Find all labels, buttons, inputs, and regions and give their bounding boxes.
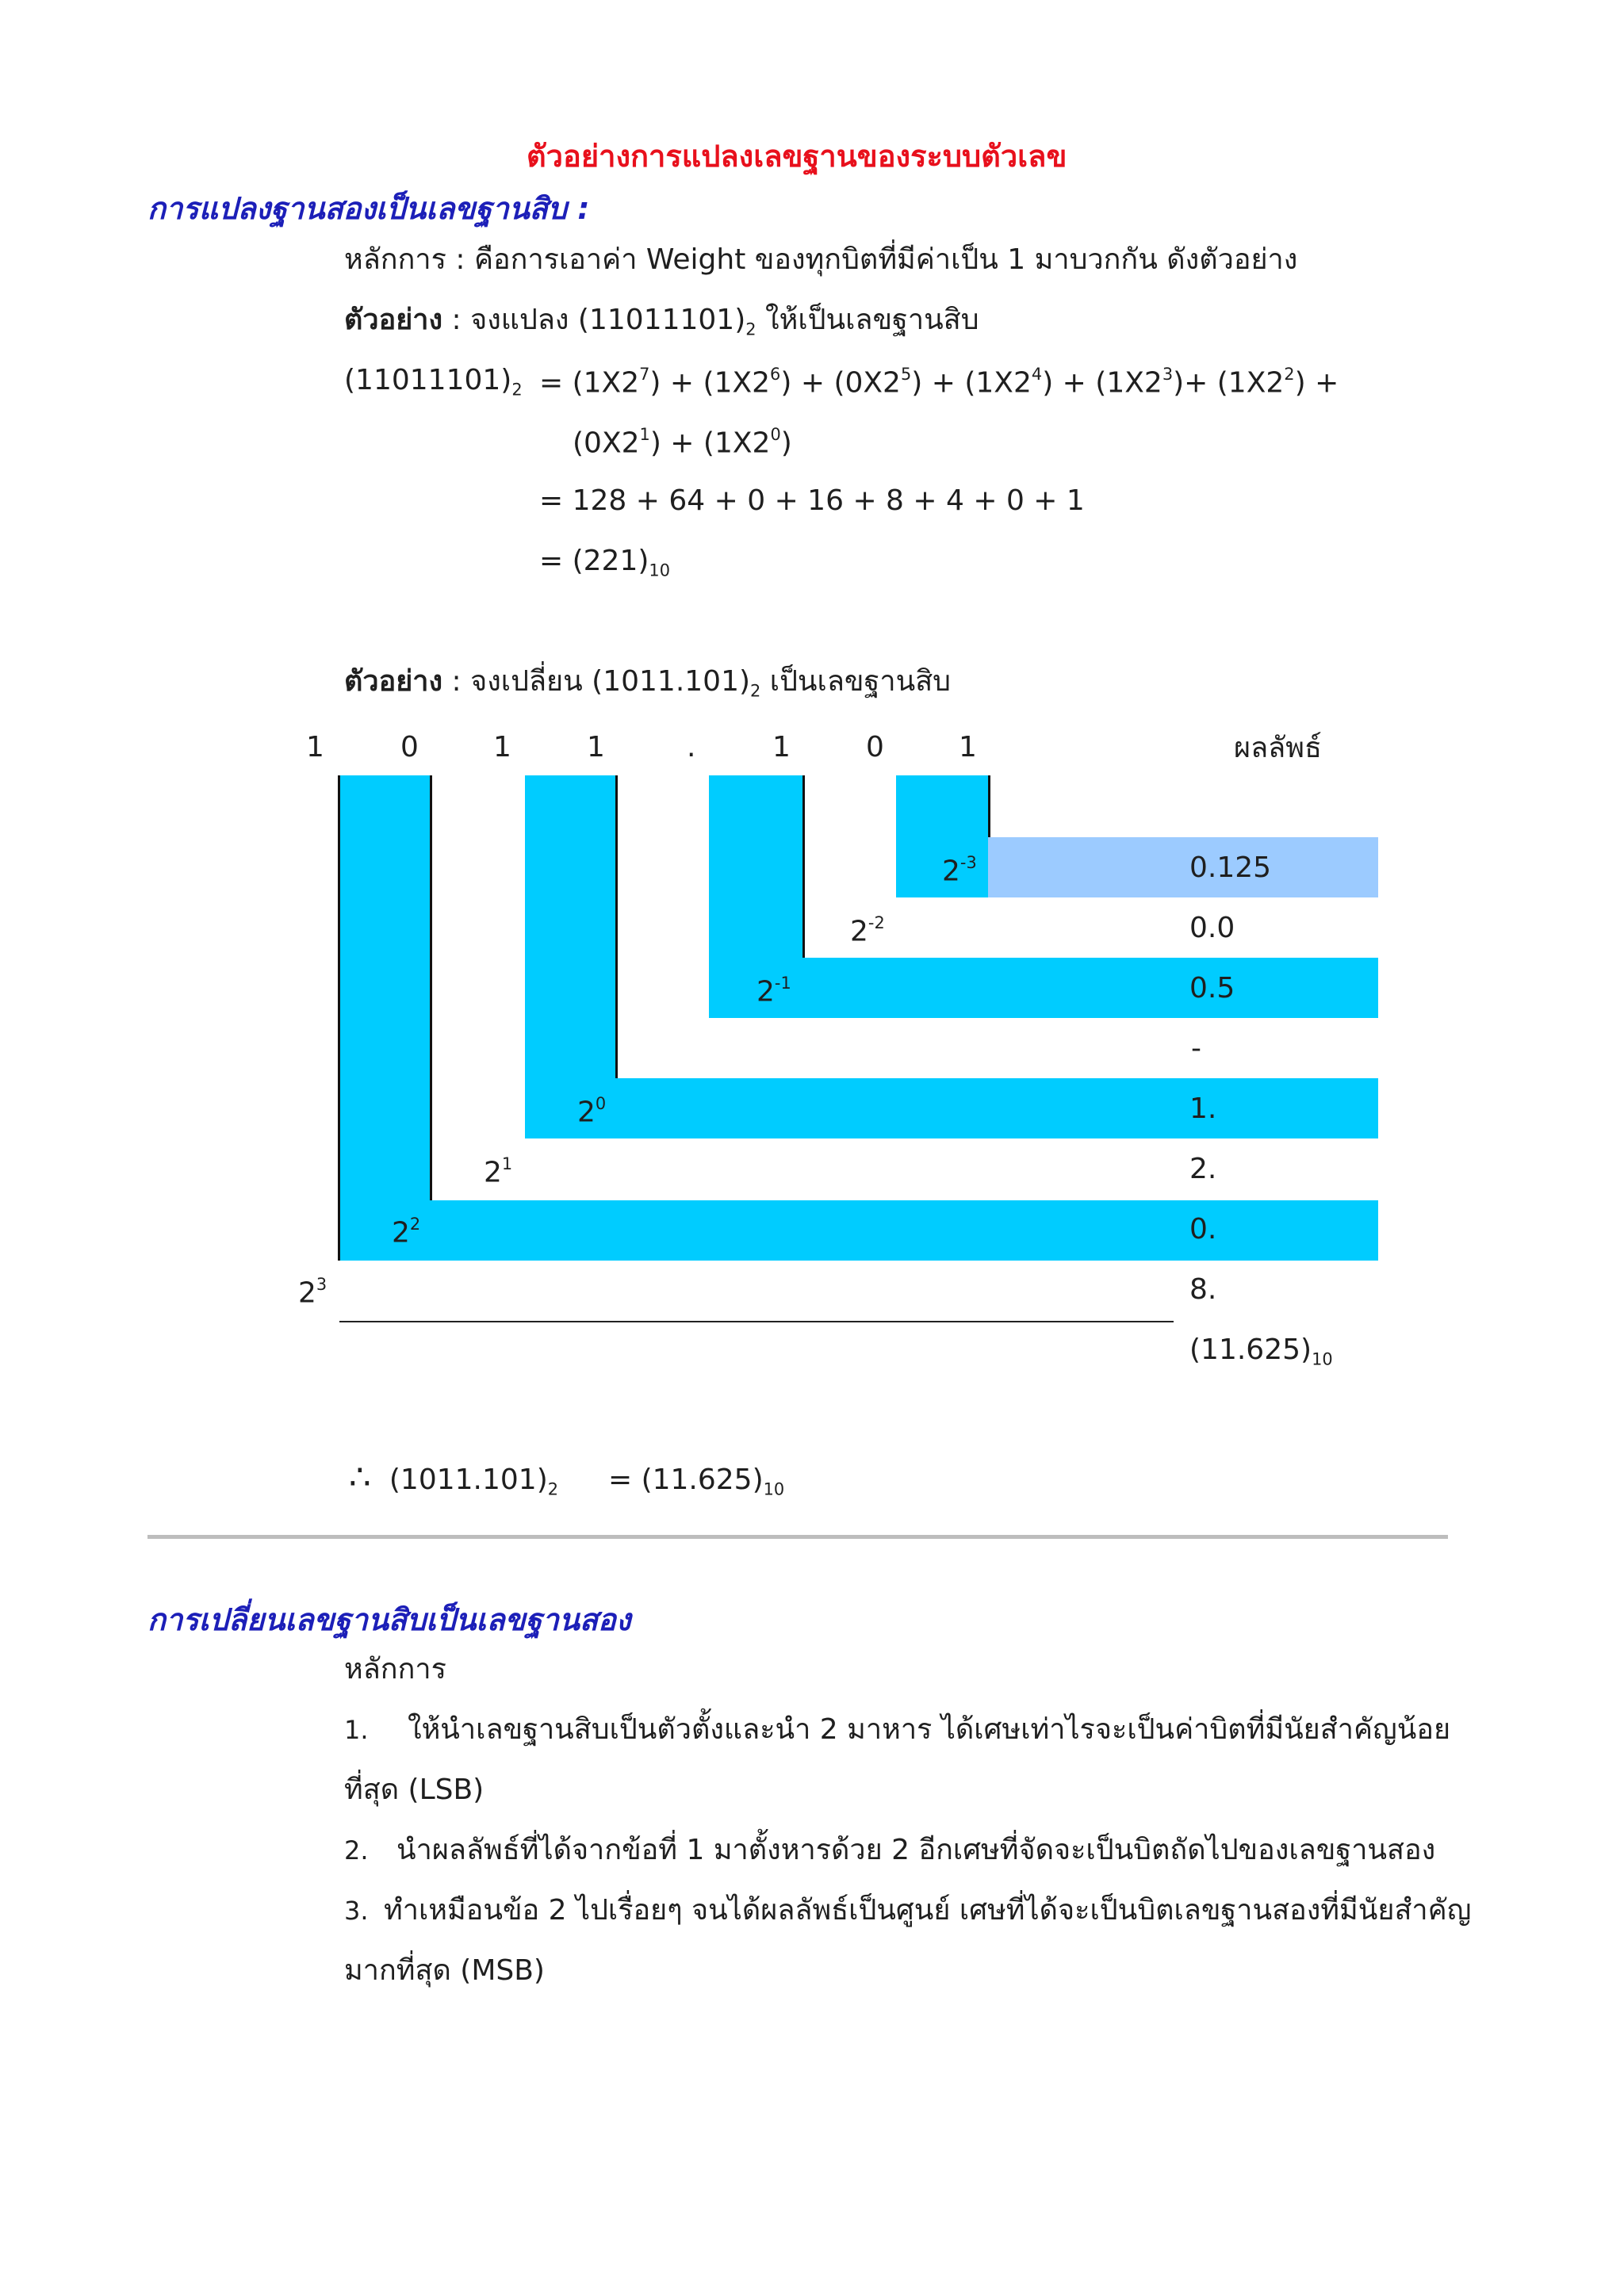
step-number: 2. [344, 1835, 369, 1866]
power-label-2-pow-minus-3: $2^{-3}$ [942, 853, 977, 888]
power-label-2-pow-2: $2^2$ [392, 1215, 421, 1249]
step-number: 1. [344, 1715, 369, 1745]
step-text: ทำเหมือนข้อ 2 ไปเรื่อยๆ จนได้ผลลัพธ์เป็นศูนย์ เศษที่ได้จะเป็นบิตเลขฐานสองที่มีนัยสำคัญ [384, 1894, 1472, 1927]
result-value: 2. [1189, 1153, 1217, 1185]
power-label-2-pow-minus-1: $2^{-1}$ [756, 974, 791, 1008]
bit-digit: 1 [493, 731, 511, 763]
therefore-symbol: ∴ [349, 1457, 371, 1498]
expansion-line-1: = $(1X2^7) + (1X2^6) + (0X2^5) + (1X2^4) + (1X2^3)+ (1X2^2)$ + [539, 365, 1339, 400]
total-base: 10 [1312, 1349, 1333, 1369]
result-value: = (221) [539, 545, 649, 577]
result-value: - [1191, 1032, 1201, 1065]
result-value: 1. [1189, 1093, 1217, 1125]
example-label: ตัวอย่าง [344, 304, 443, 336]
example-2-statement [344, 665, 952, 701]
result-base: 10 [649, 561, 670, 580]
binary-point: . [687, 731, 696, 763]
conclusion [349, 1457, 785, 1499]
conclusion-rhs-base: 10 [763, 1479, 785, 1499]
total-value: (11.625) [1189, 1334, 1312, 1366]
example-1-statement [344, 306, 979, 338]
conclusion-lhs-base: 2 [547, 1479, 559, 1499]
section-heading-binary-to-decimal: การแปลงฐานสองเป็นเลขฐานสิบ : [147, 191, 590, 226]
result-value: 0.5 [1189, 972, 1235, 1004]
conclusion-rhs: = (11.625) [607, 1464, 764, 1496]
power-label-2-pow-0: $2^0$ [577, 1094, 607, 1129]
step-number: 3. [344, 1896, 369, 1926]
power-label-2-pow-1: $2^1$ [484, 1154, 513, 1189]
bit-digit: 1 [772, 731, 791, 763]
result-column-header: ผลลัพธ์ [1234, 732, 1322, 764]
band-2-pow-minus-1 [709, 958, 1378, 1018]
result-value: 0. [1189, 1213, 1217, 1246]
divider-line [338, 775, 340, 1261]
total-result [1189, 1334, 1333, 1368]
result-value: 8. [1189, 1273, 1217, 1306]
bit-digit: 0 [400, 731, 419, 763]
example-label: ตัวอย่าง [344, 665, 443, 698]
divider-line [988, 775, 990, 837]
expansion-result [539, 547, 670, 579]
bit-digit: 0 [866, 731, 884, 763]
power-label-2-pow-3: $2^3$ [298, 1275, 327, 1310]
step-text: นำผลลัพธ์ที่ได้จากข้อที่ 1 มาตั้งหารด้วย 2 อีกเศษที่จัดจะเป็นบิตถัดไปของเลขฐานสอง [396, 1834, 1436, 1866]
step-continuation: ที่สุด (LSB) [344, 1774, 485, 1806]
example-1-suffix: ให้เป็นเลขฐานสิบ [756, 304, 979, 336]
bit-digit: 1 [959, 731, 977, 763]
example-2-suffix: เป็นเลขฐานสิบ [760, 665, 952, 698]
lhs-number: (11011101) [344, 364, 512, 396]
section-heading-decimal-to-binary: การเปลี่ยนเลขฐานสิบเป็นเลขฐานสอง [147, 1602, 631, 1637]
expansion-line-2: $(0X2^1) + (1X2^0)$ [573, 425, 792, 460]
sum-underline [339, 1321, 1174, 1322]
divider-line [802, 775, 805, 958]
step-continuation: มากที่สุด (MSB) [344, 1954, 545, 1987]
result-value: 0.0 [1189, 912, 1235, 944]
band-2-pow-0 [525, 1078, 1378, 1138]
base-subscript: 2 [750, 681, 761, 701]
document-title: ตัวอย่างการแปลงเลขฐานของระบบตัวเลข [527, 139, 1067, 174]
example-2-text: : จงเปลี่ยน (1011.101) [442, 665, 751, 698]
principle-label: หลักการ [344, 1653, 446, 1686]
band-2-pow-minus-3 [988, 837, 1378, 897]
divider-line [615, 775, 618, 1078]
principle-text: หลักการ : คือการเอาค่า Weight ของทุกบิตที่มีค่าเป็น 1 มาบวกกัน ดังตัวอย่าง [344, 243, 1298, 276]
expansion-lhs [344, 366, 523, 398]
result-value: 0.125 [1189, 851, 1272, 884]
band-2-pow-2 [339, 1200, 1378, 1261]
weight-bar-2-pow-3 [339, 775, 431, 1261]
conclusion-lhs: (1011.101) [389, 1464, 548, 1496]
lhs-base: 2 [511, 380, 523, 400]
divider-line [430, 775, 432, 1200]
bit-digit: 1 [306, 731, 324, 763]
section-divider [147, 1535, 1448, 1539]
base-subscript: 2 [745, 320, 756, 339]
example-1-text: : จงแปลง (11011101) [442, 304, 746, 336]
expansion-sum: = 128 + 64 + 0 + 16 + 8 + 4 + 0 + 1 [539, 484, 1085, 517]
step-text: ให้นำเลขฐานสิบเป็นตัวตั้งและนำ 2 มาหาร ได้เศษเท่าไรจะเป็นค่าบิตที่มีนัยสำคัญน้อย [408, 1713, 1451, 1746]
bit-digit: 1 [587, 731, 605, 763]
power-label-2-pow-minus-2: $2^{-2}$ [850, 913, 885, 948]
